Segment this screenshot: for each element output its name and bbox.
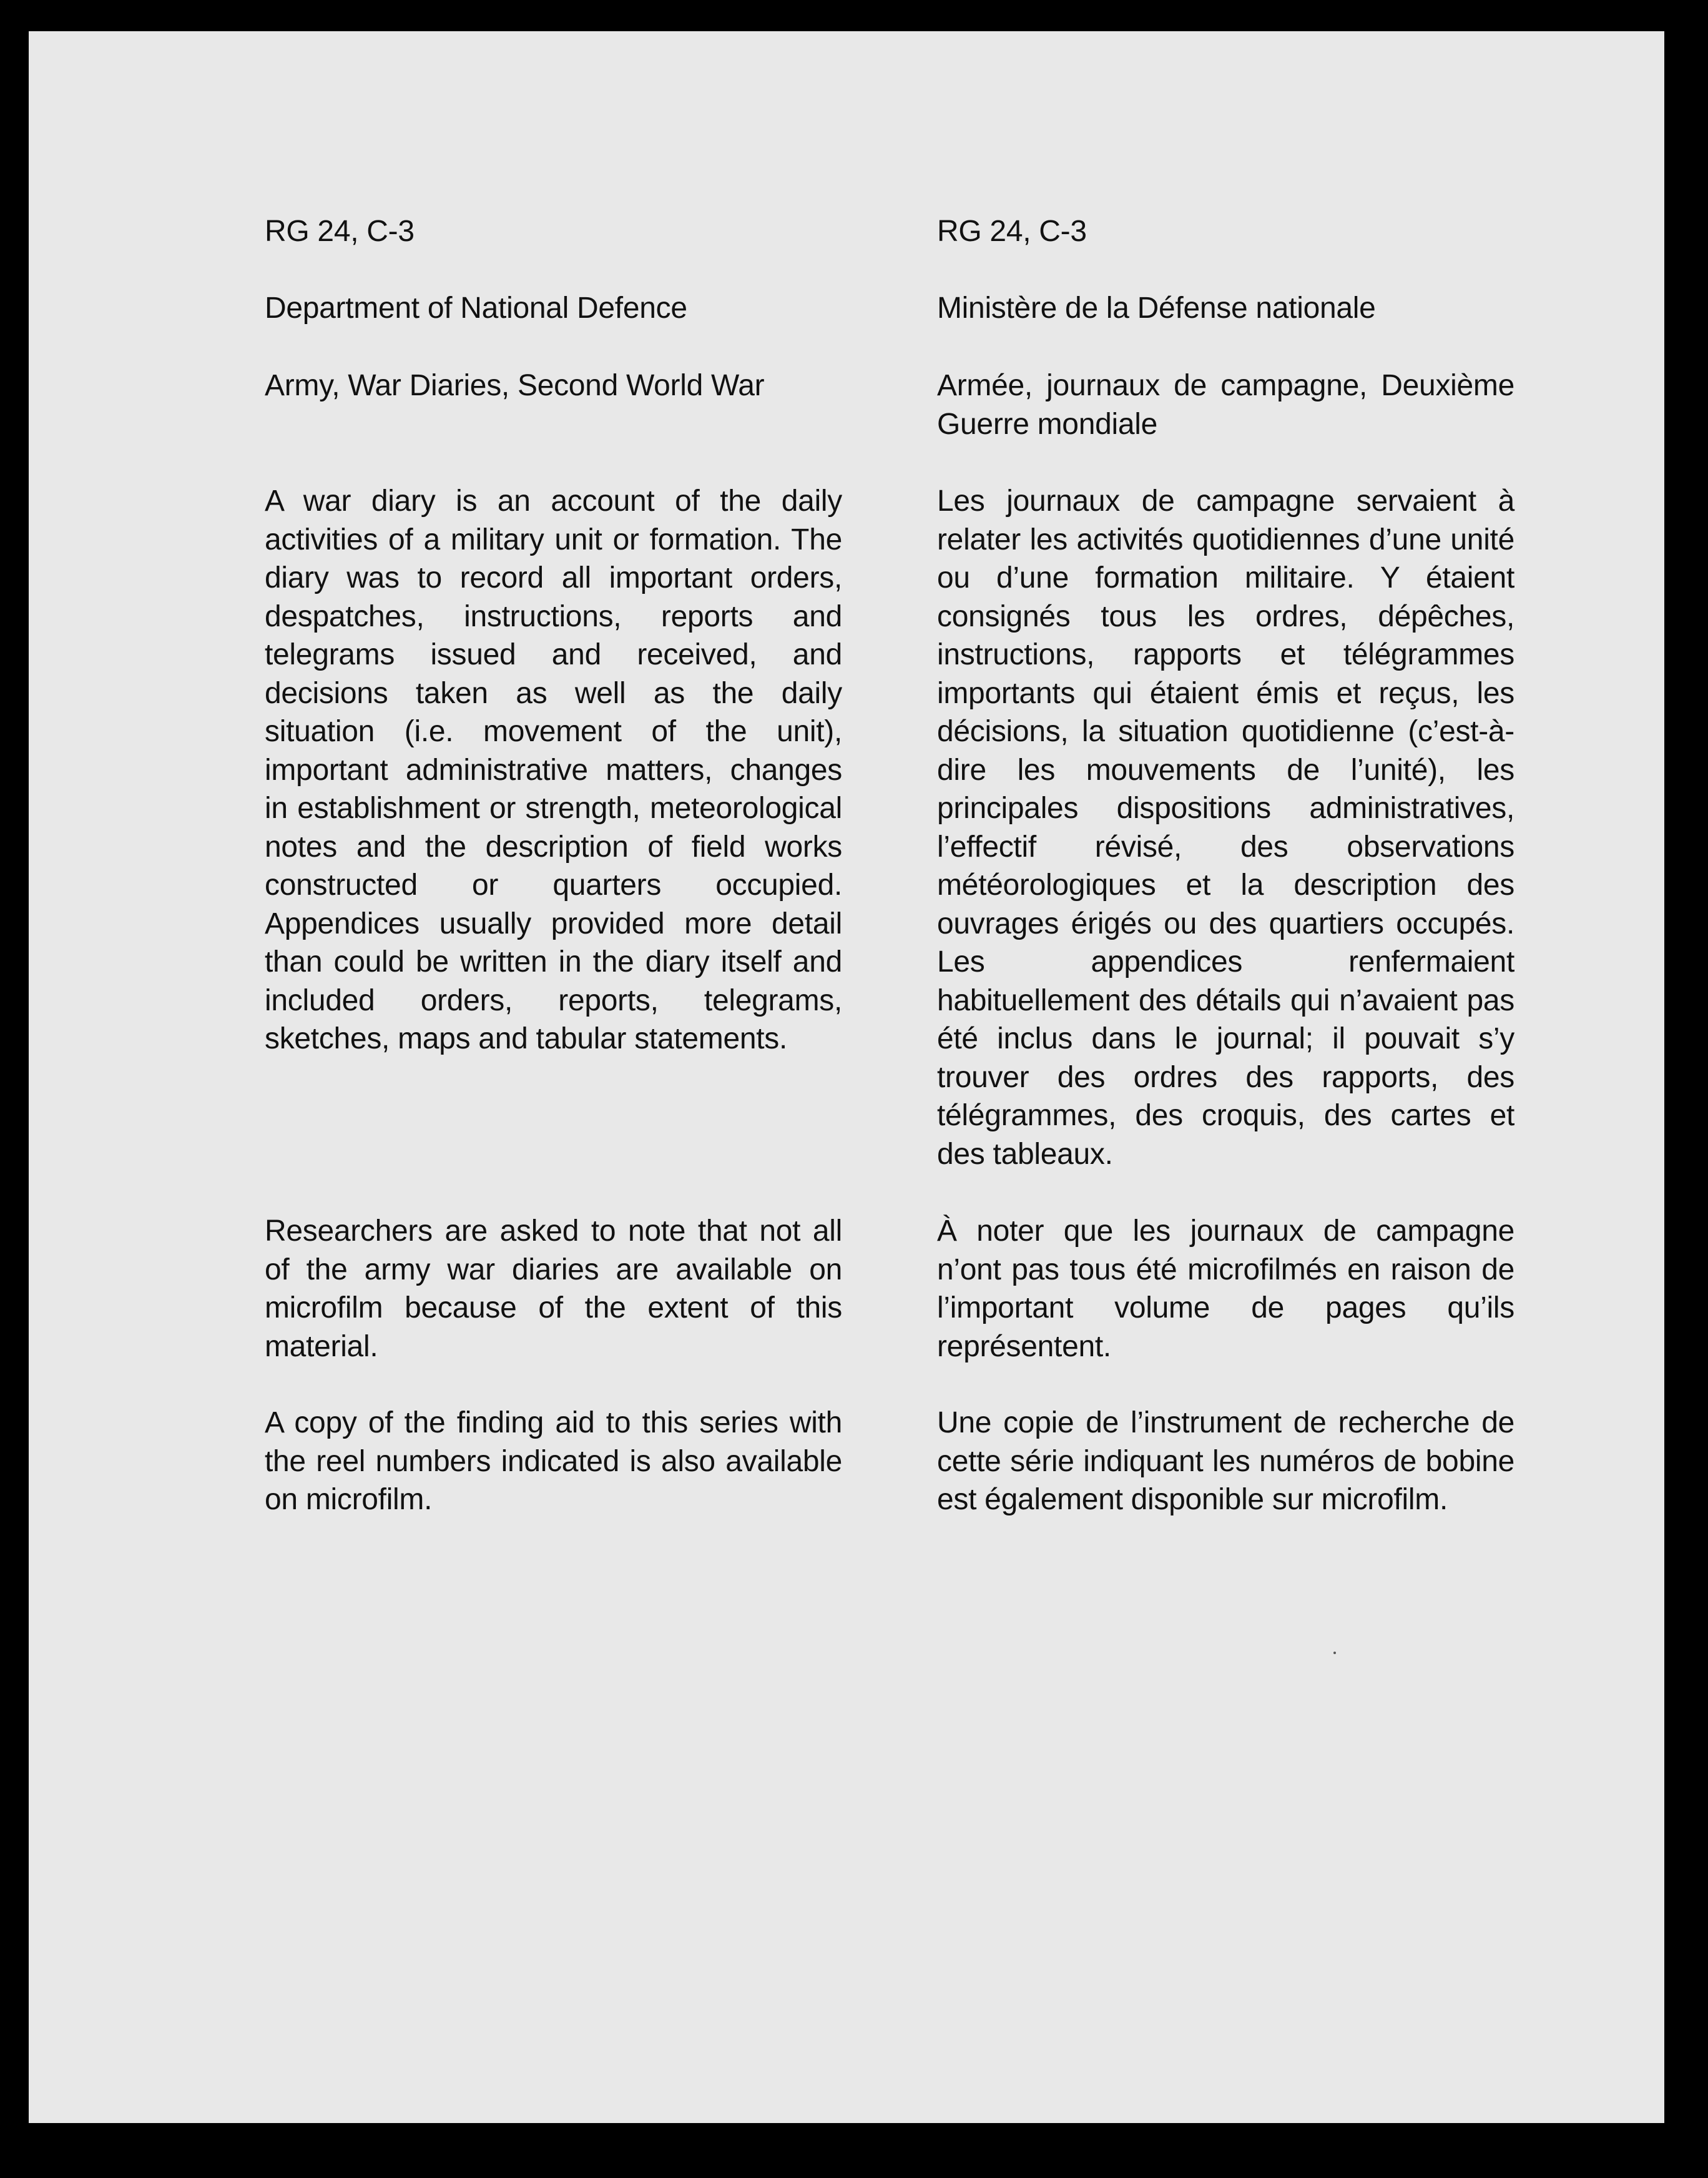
document-page — [29, 31, 1664, 2123]
series-title-fr: Armée, journaux de campagne, Deuxième Guerre mondiale — [937, 369, 1514, 441]
department-name: Department of National Defence — [265, 292, 687, 325]
department-name-fr: Ministère de la Défense nationale — [937, 292, 1376, 325]
description-paragraph-fr: Les journaux de campagne servaient à relater les activités quotidiennes d’une unité ou d’une formation militaire. Y étaient consignés tous les ordres, dépêches, instructions, rapports et télégrammes importants qui étaient émis et reçus, les décisions, la situation quotidienne (c’est-à-dire les mouvements de l’unité), les principales dispositions administratives, l’effectif révisé, des observations météorologiques et la description des ouvrages érigés ou des quartiers occupés. Les appendices renfermaient habituellement des détails qui n’avaient pas été inclus dans le journal; il pouvait s’y trouver des ordres des rapports, des télégrammes, des croquis, des cartes et des tableaux. — [937, 485, 1514, 1171]
record-group-reference-fr: RG 24, C-3 — [937, 215, 1087, 248]
availability-note: Researchers are asked to note that not all of the army war diaries are available on microfilm because of the extent of this material. — [265, 1215, 842, 1363]
series-title: Army, War Diaries, Second World War — [265, 369, 765, 402]
scan-speck — [1333, 1652, 1336, 1654]
finding-aid-note-fr: Une copie de l’instrument de recherche de cette série indiquant les numéros de bobine est également disponible sur microfilm. — [937, 1406, 1514, 1516]
description-paragraph: A war diary is an account of the daily activities of a military unit or formation. The diary was to record all important orders, despatches, instructions, reports and telegrams issued and received, and decisions taken as well as the daily situation (i.e. movement of the unit), important administrative matters, changes in establishment or strength, meteorological notes and the description of field works constructed or quarters occupied. Appendices usually provided more detail than could be written in the diary itself and included orders, reports, telegrams, sketches, maps and tabular statements. — [265, 485, 842, 1055]
record-group-reference: RG 24, C-3 — [265, 215, 415, 248]
availability-note-fr: À noter que les journaux de campagne n’ont pas tous été microfilmés en raison de l’important volume de pages qu’ils représentent. — [937, 1215, 1514, 1363]
finding-aid-note: A copy of the finding aid to this series with the reel numbers indicated is also available on microfilm. — [265, 1406, 842, 1516]
